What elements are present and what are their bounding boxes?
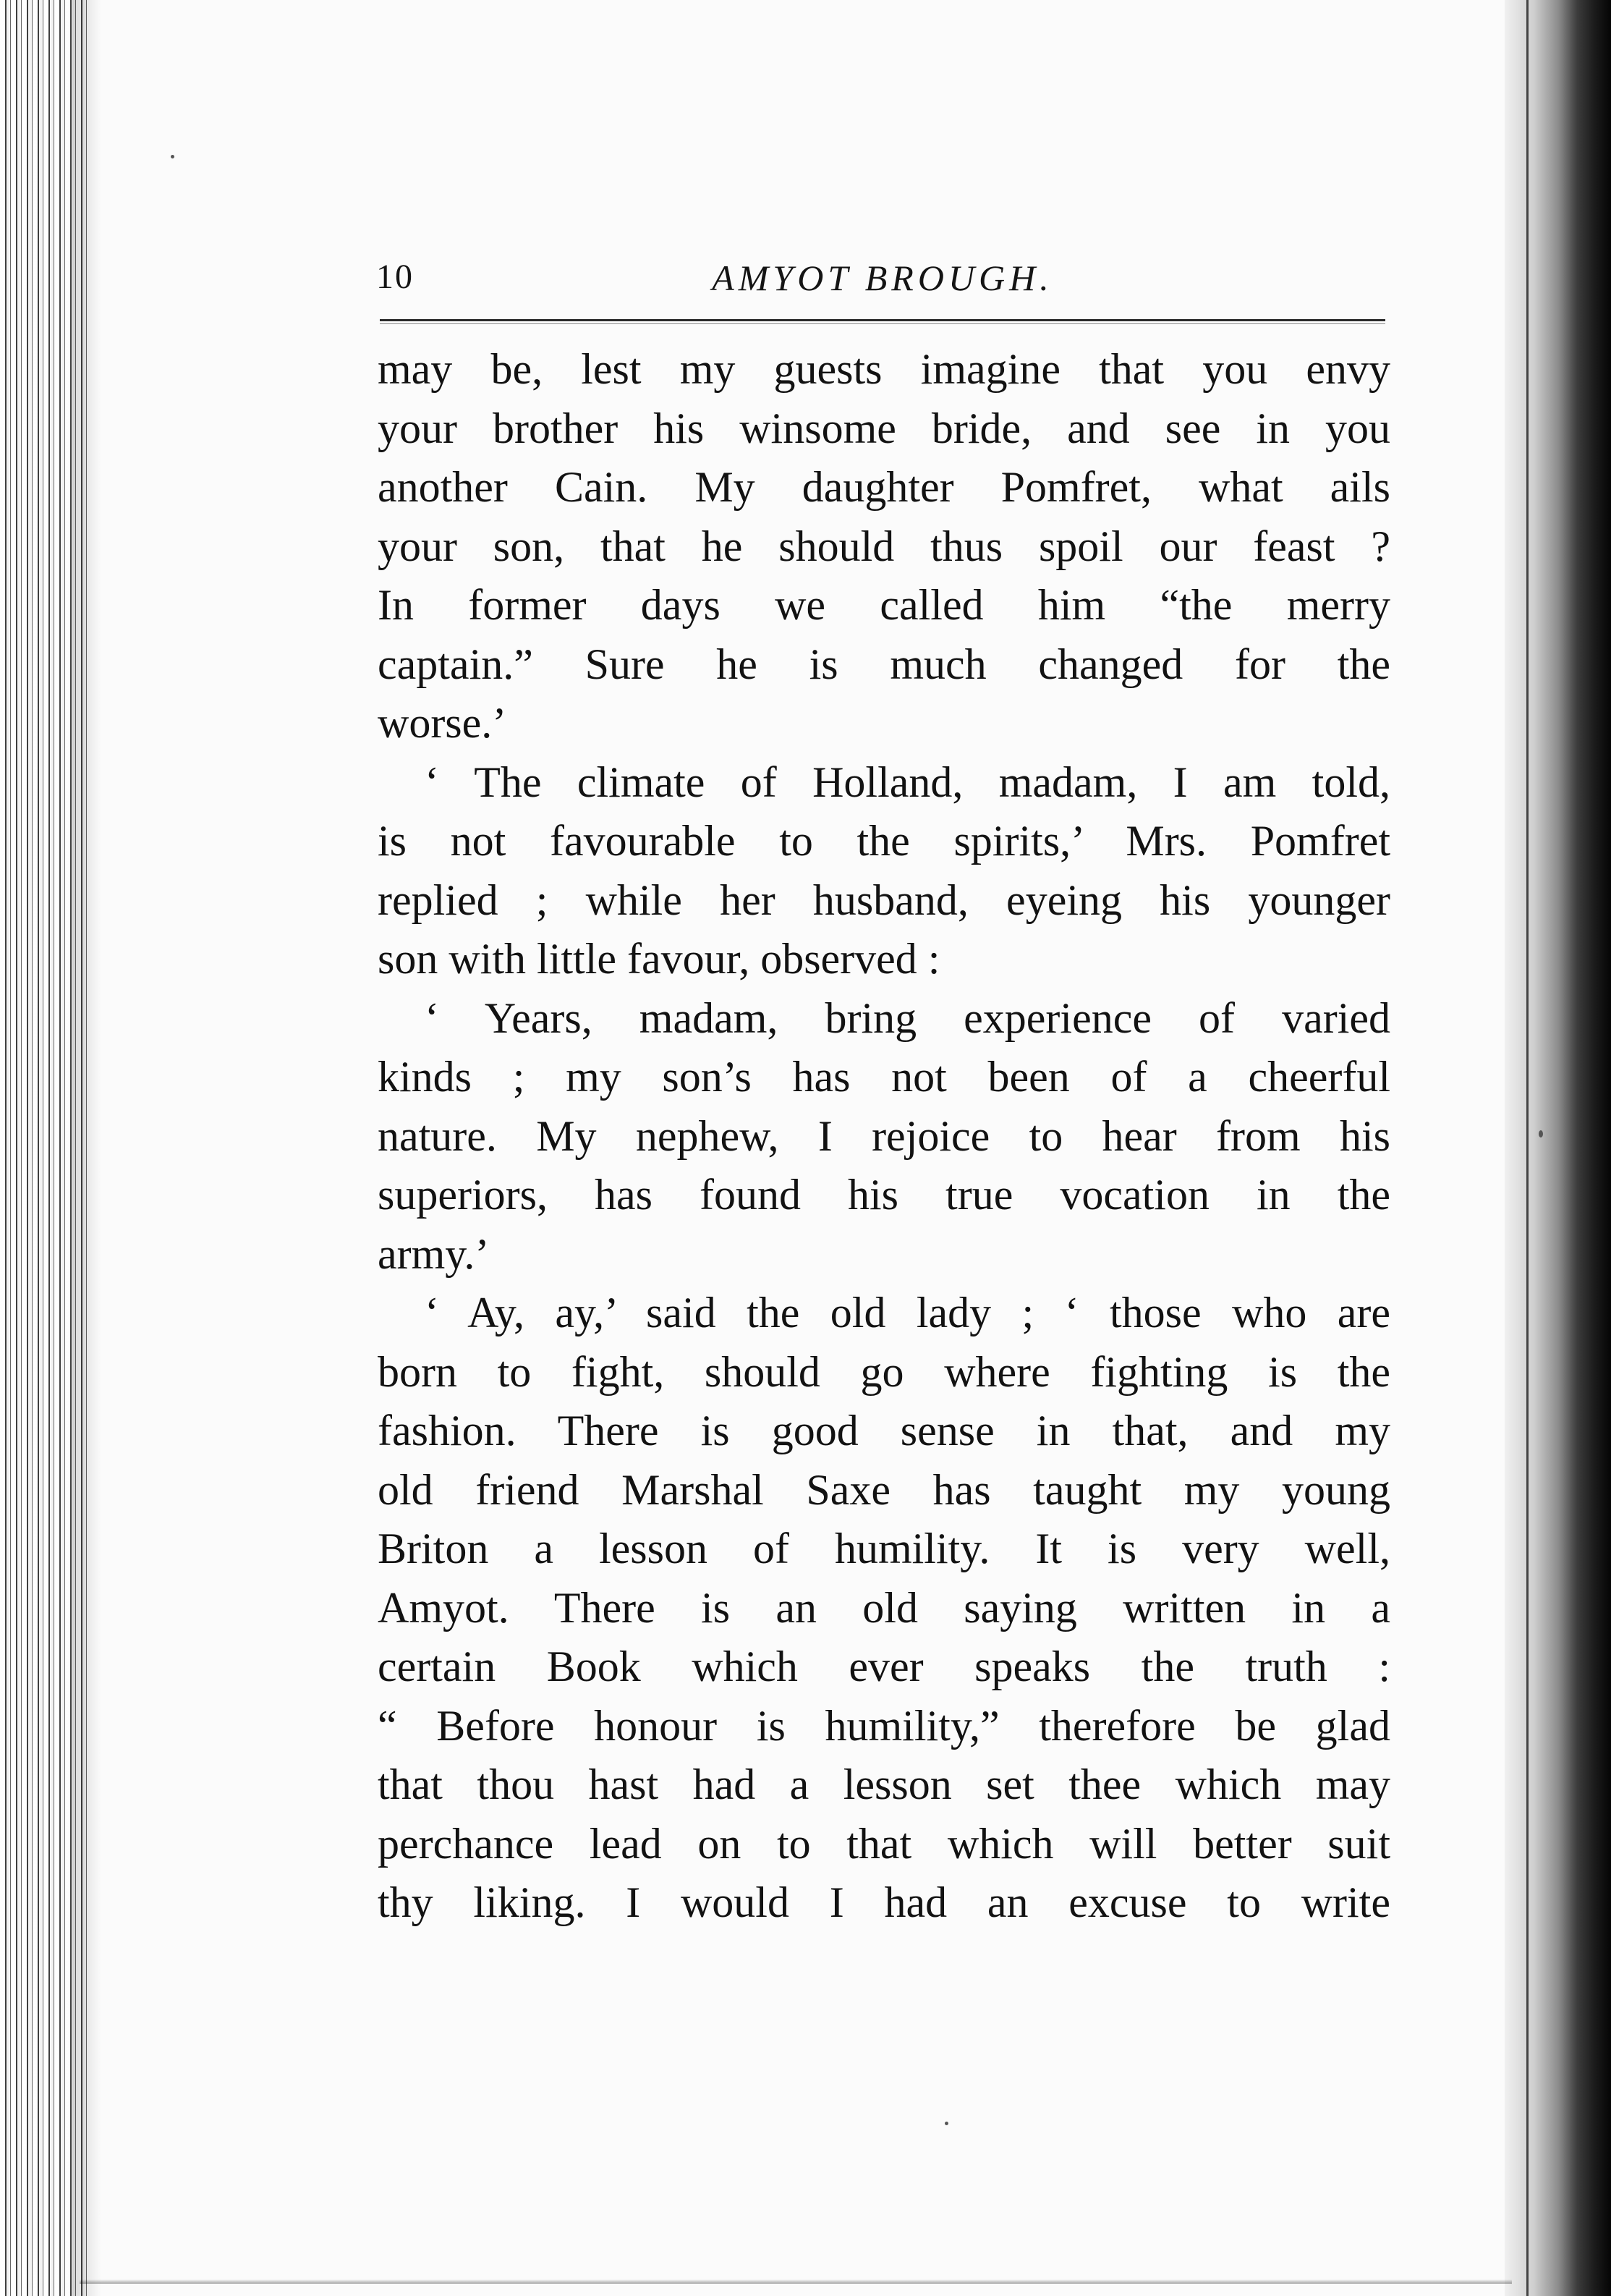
text-line: “ Before honour is humility,” therefore be glad [378,1701,1390,1750]
text-line: thy liking. I would I had an excuse to write [378,1878,1390,1926]
text-line: that thou hast had a lesson set thee which may [378,1761,1390,1808]
paper-speck [1539,1130,1543,1138]
text-line: worse.’ [378,699,507,747]
text-line: captain.” Sure he is much changed for the [378,640,1390,688]
text-line: Briton a lesson of humility. It is very well, [378,1525,1390,1572]
page-header [376,257,1389,308]
text-line: is not favourable to the spirits,’ Mrs. Pomfret [378,817,1390,865]
text-line: ‘ Years, madam, bring experience of varied [425,994,1390,1042]
text-line: nature. My nephew, I rejoice to hear from his [378,1111,1390,1160]
header-rule [380,319,1385,321]
text-line: another Cain. My daughter Pomfret, what ails [378,463,1390,511]
text-line: son with little favour, observed : [378,935,940,983]
text-line: old friend Marshal Saxe has taught my young [378,1465,1390,1514]
text-line: perchance lead on to that which will better suit [378,1819,1390,1868]
text-line: Amyot. There is an old saying written in a [378,1583,1390,1632]
text-line: your son, that he should thus spoil our feast ? [378,522,1390,570]
page-gutter-right [1505,0,1611,2296]
text-line: your brother his winsome bride, and see in you [378,404,1390,452]
text-line: In former days we called him “the merry [378,581,1390,629]
running-head: AMYOT BROUGH. [712,258,1053,298]
text-line: kinds ; my son’s has not been of a cheerful [378,1053,1390,1101]
header-rule-thin [380,323,1385,324]
paper-speck [171,155,174,158]
page-number: 10 [376,258,414,296]
text-line: ‘ The climate of Holland, madam, I am told, [425,758,1390,806]
text-line: replied ; while her husband, eyeing his younger [378,876,1390,924]
paper-speck [945,2122,948,2125]
text-line: fashion. There is good sense in that, and my [378,1407,1390,1454]
text-line: certain Book which ever speaks the truth : [378,1643,1390,1690]
text-line: army.’ [378,1229,490,1278]
body-text [378,340,1390,1933]
text-line: superiors, has found his true vocation in the [378,1171,1390,1219]
text-line: born to fight, should go where fighting is the [378,1347,1390,1396]
text-line: ‘ Ay, ay,’ said the old lady ; ‘ those who are [425,1289,1390,1336]
page-bottom-edge [80,2279,1512,2284]
text-line: may be, lest my guests imagine that you envy [378,345,1390,393]
gutter-line [1526,0,1529,2296]
binding-shadow [72,0,101,2296]
